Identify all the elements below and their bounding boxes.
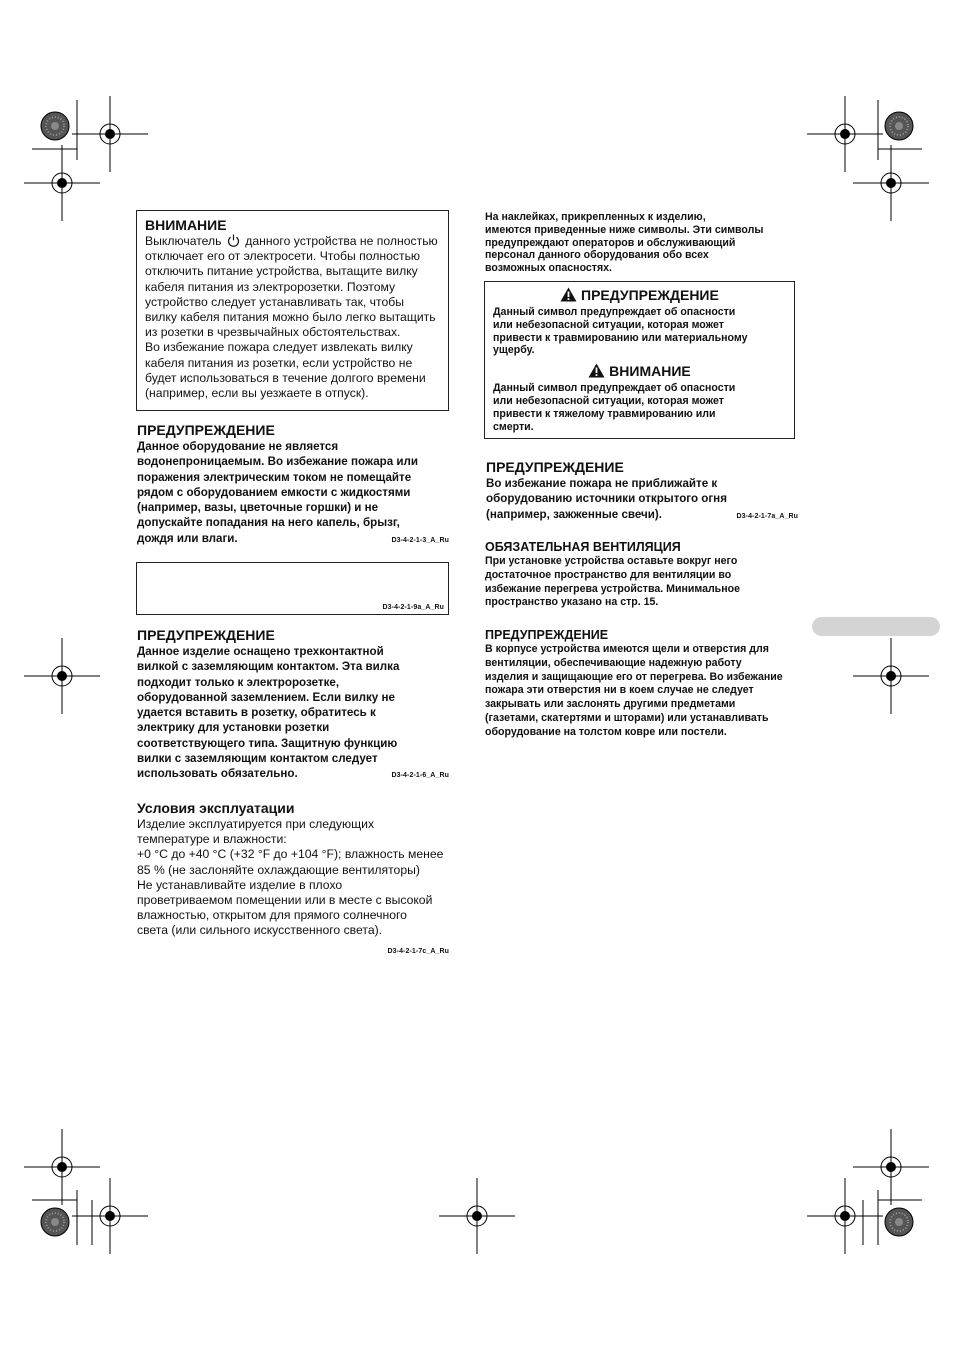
caution-line: кабеля питания из розетки, если устройство не bbox=[145, 355, 413, 370]
warning-water-line: поражения электрическим током не помещайте bbox=[137, 470, 412, 484]
caution-text bbox=[145, 234, 442, 401]
operating-conditions-text bbox=[137, 817, 459, 939]
top-left-marks bbox=[24, 96, 148, 221]
caution-line: вилку кабеля питания можно было легко вытащить bbox=[145, 310, 436, 325]
operating-line: Изделие эксплуатируется при следующих bbox=[137, 817, 375, 831]
warning-fire-last bbox=[486, 507, 798, 524]
warning-openings-line: вентиляции, обеспечивающие надежную работу bbox=[485, 656, 742, 669]
caution-line: устройство следует устанавливать так, чтобы bbox=[145, 294, 404, 309]
symbol-caution-text bbox=[493, 382, 786, 433]
operating-line: влажностью, открытом для прямого солнечного bbox=[137, 908, 407, 923]
warning-water-last bbox=[137, 531, 449, 548]
ventilation-title: ОБЯЗАТЕЛЬНАЯ ВЕНТИЛЯЦИЯ bbox=[485, 540, 681, 554]
warning-openings-title: ПРЕДУПРЕЖДЕНИЕ bbox=[485, 628, 609, 642]
symbol-caution-title: ВНИМАНИЕ bbox=[609, 363, 691, 380]
doc-code: D3-4-2-1-9a_A_Ru bbox=[382, 604, 444, 611]
ventilation-line: При установке устройства оставьте вокруг него bbox=[485, 555, 738, 567]
caution-line: Во избежание пожара следует извлекать вилку bbox=[145, 340, 413, 355]
doc-code: D3-4-2-1-6_A_Ru bbox=[391, 772, 449, 780]
ventilation-text bbox=[485, 555, 805, 610]
warning-plug-line: Данное изделие оснащено трехконтактной bbox=[137, 645, 384, 658]
empty-notice-box bbox=[136, 562, 449, 615]
warning-plug-line: электрику для установки розетки bbox=[137, 721, 330, 735]
warning-openings-line: (газетами, скатертями и шторами) или устанавливать bbox=[485, 711, 769, 724]
caution-line: отключает его от электросети. Чтобы полностью bbox=[145, 249, 421, 264]
ventilation-line: избежание перегрева устройства. Минимальное bbox=[485, 582, 740, 595]
warning-water-section bbox=[137, 422, 449, 548]
symbol-caution-line: смерти. bbox=[493, 420, 534, 433]
operating-line: Не устанавливайте изделие в плохо bbox=[137, 877, 343, 892]
warning-fire-line: (например, зажженные свечи). bbox=[486, 507, 662, 521]
labels-intro bbox=[485, 211, 805, 275]
symbol-caution-heading bbox=[493, 363, 786, 380]
intro-line: имеются приведенные ниже символы. Эти символы bbox=[485, 223, 764, 236]
ventilation-line: достаточное пространство для вентиляции во bbox=[485, 568, 732, 581]
doc-code: D3-4-2-1-7a_A_Ru bbox=[736, 512, 798, 520]
operating-line: 85 % (не заслоняйте охлаждающие вентиляторы) bbox=[137, 862, 420, 877]
warning-fire-line: Во избежание пожара не приближайте к bbox=[486, 477, 718, 490]
warning-plug-line: удается вставить в розетку, обратитесь к bbox=[137, 706, 376, 720]
intro-line: возможных опасностях. bbox=[485, 262, 613, 275]
caution-line bbox=[145, 234, 442, 249]
caution-line: отключить питание устройства, вытащите вилку bbox=[145, 264, 418, 279]
intro-line: предупреждают операторов и обслуживающий bbox=[485, 236, 736, 249]
warning-plug-line: подходит только к электророзетке, bbox=[137, 675, 340, 689]
warning-water-title: ПРЕДУПРЕЖДЕНИЕ bbox=[137, 422, 275, 438]
symbol-warning-line: Данный символ предупреждает об опасности bbox=[493, 306, 736, 318]
intro-line: На наклейках, прикрепленных к изделию, bbox=[485, 211, 706, 223]
operating-line: +0 °C до +40 °C (+32 °F до +104 °F); влажность менее bbox=[137, 847, 444, 862]
warning-water-line: рядом с оборудованием емкости с жидкостями bbox=[137, 485, 411, 499]
doc-code: D3-4-2-1-7c_A_Ru bbox=[387, 947, 449, 955]
caution-line: кабеля питания из электророзетки. Поэтому bbox=[145, 279, 396, 294]
bottom-center-marks bbox=[439, 1178, 515, 1254]
intro-line: персонал данного оборудования обо всех bbox=[485, 249, 709, 262]
operating-line: проветриваемом помещении или в месте с высокой bbox=[137, 893, 433, 908]
operating-conditions-title: Условия эксплуатации bbox=[137, 800, 295, 816]
bottom-left-marks bbox=[24, 1129, 148, 1254]
warning-fire-line: оборудованию источники открытого огня bbox=[486, 492, 727, 506]
warning-openings-line: В корпусе устройства имеются щели и отверстия для bbox=[485, 643, 769, 655]
symbol-warning-title: ПРЕДУПРЕЖДЕНИЕ bbox=[581, 287, 719, 303]
warning-openings-line: пожара эти отверстия ни в коем случае не следует bbox=[485, 684, 754, 697]
symbol-warning-line: ущербу. bbox=[493, 344, 535, 357]
warning-water-line: (например, вазы, цветочные горшки) и не bbox=[137, 501, 379, 515]
ventilation-line: пространство указано на стр. 15. bbox=[485, 596, 659, 609]
warning-openings-text bbox=[485, 643, 811, 740]
operating-conditions-section bbox=[137, 800, 459, 958]
warning-openings-section bbox=[485, 628, 811, 740]
caution-box bbox=[136, 210, 449, 411]
warning-plug-line: оборудованной заземлением. Если вилку не bbox=[137, 690, 395, 704]
symbol-warning-line: или небезопасной ситуации, которая может bbox=[493, 318, 724, 331]
caution-triangle-icon bbox=[588, 363, 605, 378]
warning-openings-line: оборудование на толстом ковре или постели. bbox=[485, 725, 727, 738]
power-icon bbox=[227, 234, 240, 247]
symbol-warning-heading bbox=[493, 287, 786, 304]
warning-fire-title: ПРЕДУПРЕЖДЕНИЕ bbox=[486, 459, 624, 475]
warning-plug-line: соответствующего типа. Защитную функцию bbox=[137, 736, 398, 750]
warning-water-line: дождя или влаги. bbox=[137, 531, 238, 545]
warning-openings-line: изделия и защищающие его от перегрева. Во избежание bbox=[485, 670, 783, 683]
warning-plug-last bbox=[137, 766, 449, 783]
symbol-warning-line: привести к травмированию или материальному bbox=[493, 331, 748, 344]
operating-line: света (или сильного искусственного света). bbox=[137, 923, 383, 938]
warning-water-line: Данное оборудование не является bbox=[137, 440, 339, 453]
caution-line: будет использоваться в течение долгого времени bbox=[145, 370, 426, 385]
caution-line: из розетки в чрезвычайных обстоятельствах. bbox=[145, 325, 401, 340]
bottom-right-marks bbox=[807, 1129, 929, 1254]
section-tab bbox=[812, 617, 940, 636]
warning-water-line: водонепроницаемым. Во избежание пожара или bbox=[137, 455, 419, 469]
symbol-caution-line: привести к тяжелому травмированию или bbox=[493, 407, 716, 420]
warning-water-text bbox=[137, 439, 449, 548]
caution-title: ВНИМАНИЕ bbox=[145, 217, 227, 233]
symbol-warning-text bbox=[493, 306, 786, 357]
warning-plug-section bbox=[137, 627, 449, 784]
warning-plug-line: вилки с заземляющим контактом следует bbox=[137, 752, 378, 766]
warning-openings-line: закрывать или заслонять другими предметами bbox=[485, 698, 736, 711]
warning-triangle-icon bbox=[560, 287, 577, 302]
doc-code: D3-4-2-1-3_A_Ru bbox=[391, 536, 449, 544]
warning-fire-section bbox=[486, 459, 798, 524]
warning-water-line: допускайте попадания на него капель, брызг, bbox=[137, 516, 400, 530]
symbol-caution-line: или небезопасной ситуации, которая может bbox=[493, 394, 724, 407]
operating-line: температуре и влажности: bbox=[137, 832, 287, 847]
warning-plug-text bbox=[137, 644, 449, 784]
warning-plug-line: вилкой с заземляющим контактом. Эта вилка bbox=[137, 660, 400, 674]
warning-plug-line: использовать обязательно. bbox=[137, 767, 298, 781]
caution-line-start: Выключатель bbox=[145, 234, 222, 248]
symbol-caution-line: Данный символ предупреждает об опасности bbox=[493, 382, 736, 395]
warning-plug-title: ПРЕДУПРЕЖДЕНИЕ bbox=[137, 627, 275, 643]
caution-line-end: данного устройства не полностью bbox=[245, 234, 438, 248]
symbols-box bbox=[484, 281, 795, 439]
ventilation-section bbox=[485, 540, 805, 610]
caution-line: (например, если вы уезжаете в отпуск). bbox=[145, 386, 369, 401]
top-right-marks bbox=[807, 96, 929, 221]
warning-fire-text bbox=[486, 476, 798, 524]
operating-code-row bbox=[137, 940, 449, 958]
